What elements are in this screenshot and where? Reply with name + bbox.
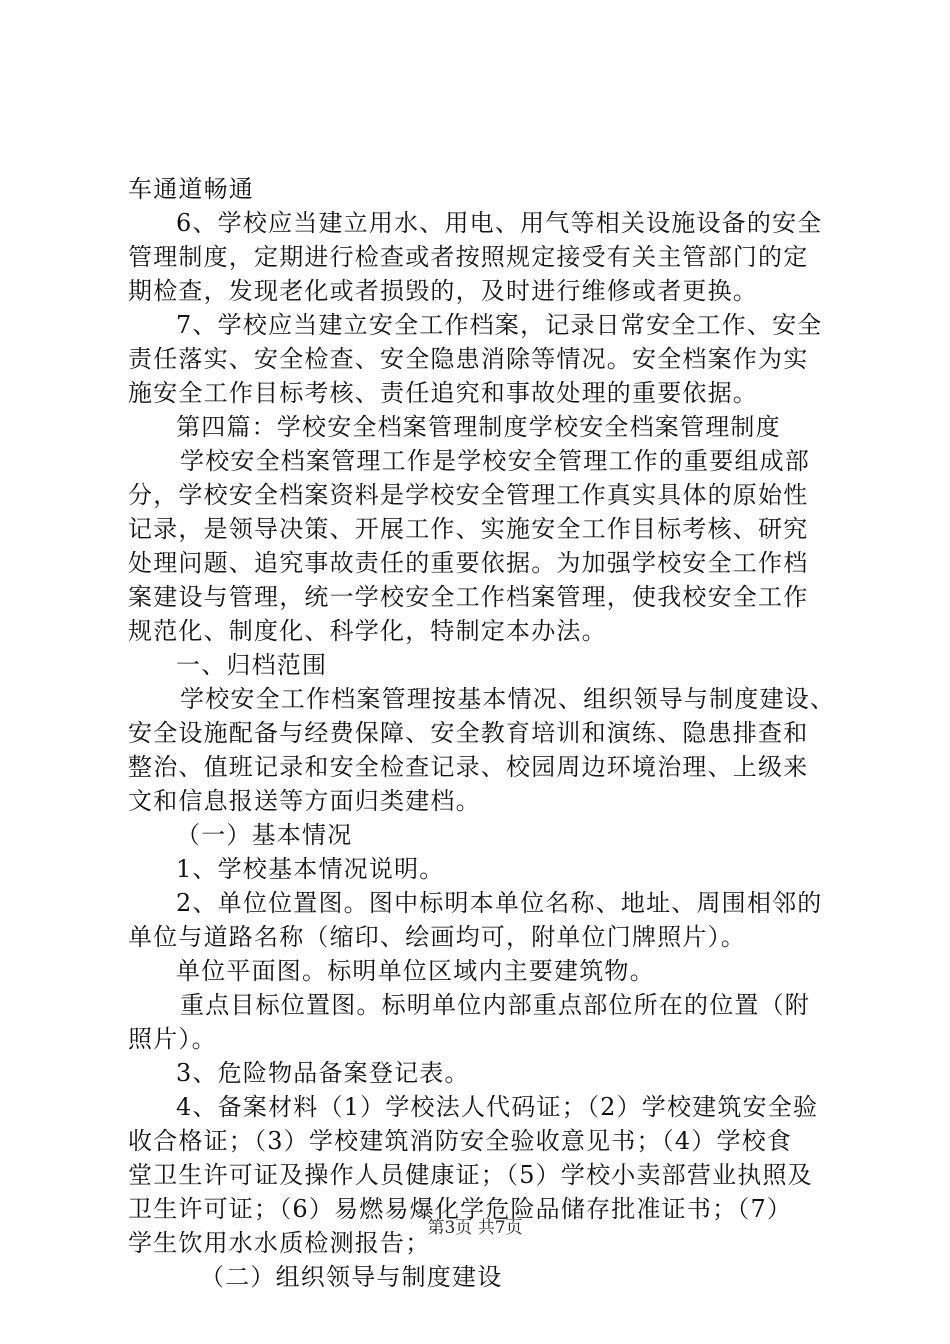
page-number-footer: 第3页 共7页 xyxy=(427,1218,523,1238)
text-line: 期检查，发现老化或者损毁的，及时进行维修或者更换。 xyxy=(128,277,758,305)
text-line: 安全设施配备与经费保障、安全教育培训和演练、隐患排查和 xyxy=(128,719,809,747)
text-line: 记录，是领导决策、开展工作、实施安全工作目标考核、研究 xyxy=(128,515,809,543)
document-body xyxy=(128,172,838,1294)
text-line: 学校安全档案管理工作是学校安全管理工作的重要组成部 xyxy=(180,447,810,475)
text-line: 整治、值班记录和安全检查记录、校园周边环境治理、上级来 xyxy=(128,753,809,781)
section-heading: （一）基本情况 xyxy=(176,821,353,849)
text-line: 7、学校应当建立安全工作档案，记录日常安全工作、安全 xyxy=(176,311,823,339)
text-line: 照片）。 xyxy=(128,1025,217,1053)
text-line: 学校安全工作档案管理按基本情况、组织领导与制度建设、 xyxy=(180,685,836,713)
text-line: 1、学校基本情况说明。 xyxy=(176,855,445,883)
text-line: 车通道畅通 xyxy=(128,175,254,203)
text-line: 施安全工作目标考核、责任追究和事故处理的重要依据。 xyxy=(128,379,758,407)
text-line: 收合格证；（3）学校建筑消防安全验收意见书；（4）学校食 xyxy=(128,1127,793,1155)
section-heading: 一、归档范围 xyxy=(176,651,328,679)
text-line: 6、学校应当建立用水、用电、用气等相关设施设备的安全 xyxy=(176,209,823,237)
text-line: 单位平面图。标明单位区域内主要建筑物。 xyxy=(176,957,655,985)
text-line: 3、危险物品备案登记表。 xyxy=(176,1059,470,1087)
section-heading: 第四篇：学校安全档案管理制度学校安全档案管理制度 xyxy=(176,413,781,441)
text-line: 学生饮用水水质检测报告； xyxy=(128,1229,431,1257)
text-line: 单位与道路名称（缩印、绘画均可，附单位门牌照片）。 xyxy=(128,923,746,951)
text-line: 4、备案材料（1）学校法人代码证；（2）学校建筑安全验 xyxy=(176,1093,819,1121)
text-line: 分，学校安全档案资料是学校安全管理工作真实具体的原始性 xyxy=(128,481,809,509)
text-line: 堂卫生许可证及操作人员健康证；（5）学校小卖部营业执照及 xyxy=(128,1161,813,1189)
text-line: 责任落实、安全检查、安全隐患消除等情况。安全档案作为实 xyxy=(128,345,809,373)
text-line: 2、单位位置图。图中标明本单位名称、地址、周围相邻的 xyxy=(176,889,823,917)
text-line: 案建设与管理，统一学校安全工作档案管理，使我校安全工作 xyxy=(128,583,809,611)
text-line: 重点目标位置图。标明单位内部重点部位所在的位置（附 xyxy=(180,991,810,1019)
section-heading: （二）组织领导与制度建设 xyxy=(200,1263,503,1291)
text-line: 规范化、制度化、科学化，特制定本办法。 xyxy=(128,617,607,645)
text-line: 处理问题、追究事故责任的重要依据。为加强学校安全工作档 xyxy=(128,549,809,577)
text-line: 管理制度，定期进行检查或者按照规定接受有关主管部门的定 xyxy=(128,243,809,271)
text-line: 文和信息报送等方面归类建档。 xyxy=(128,787,481,815)
text-line: 卫生许可证；（6）易燃易爆化学危险品储存批准证书；（7） xyxy=(128,1195,793,1223)
